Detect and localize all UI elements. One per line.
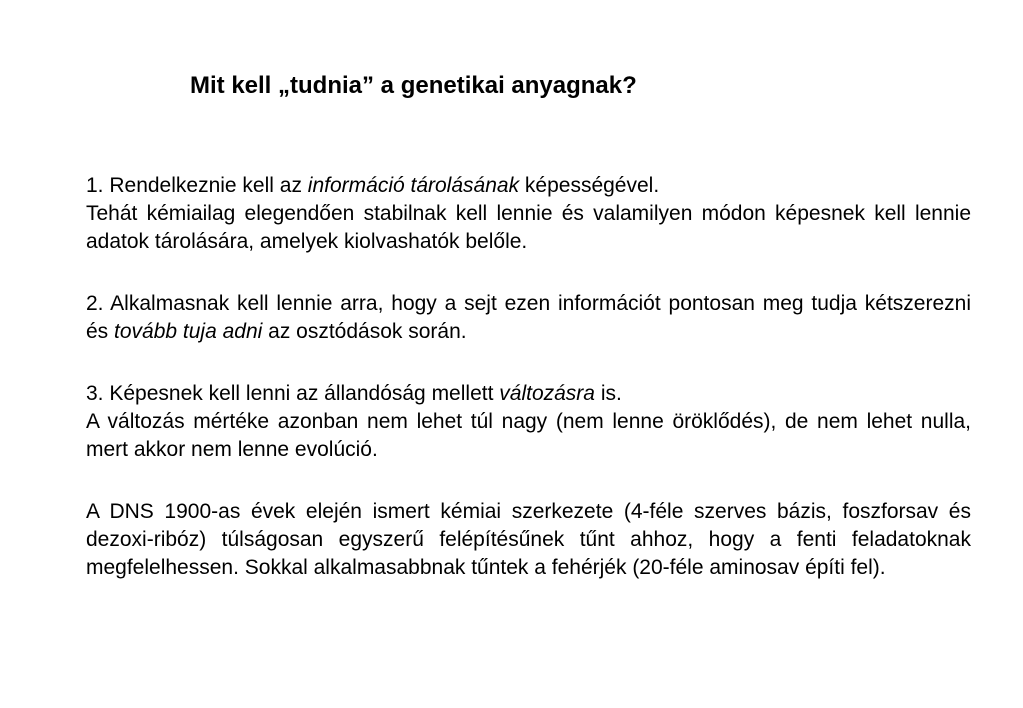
point-2-text-b: az osztódások során. [262, 320, 467, 343]
point-1-text-a: 1. Rendelkeznie kell az [86, 174, 308, 197]
spacer [86, 256, 971, 290]
point-3-text-a: 3. Képesnek kell lenni az állandóság mellett [86, 382, 500, 405]
point-2 [86, 290, 971, 346]
point-1-text-b: képességével. [519, 174, 660, 197]
slide-title: Mit kell „tudnia” a genetikai anyagnak? [190, 72, 637, 99]
point-1-heading [86, 172, 971, 200]
slide-body [86, 172, 971, 582]
point-2-emphasis: tovább tuja adni [114, 320, 263, 343]
point-3-heading [86, 380, 971, 408]
point-3-detail: A változás mértéke azonban nem lehet túl nagy (nem lenne öröklődés), de nem lehet nulla, mert akkor nem lenne evolúció. [86, 410, 971, 461]
point-3-emphasis: változásra [499, 382, 595, 405]
point-1-detail: Tehát kémiailag elegendően stabilnak kell lennie és valamilyen módon képesnek kell lennie adatok tárolására, amelyek kiolvashatók belőle. [86, 202, 971, 253]
spacer [86, 346, 971, 380]
point-2-text-a: 2. Alkalmasnak kell lennie arra, hogy a sejt ezen információt pontosan meg tudja kétszerezni és [86, 292, 971, 343]
point-1-emphasis: információ tárolásának [307, 174, 520, 197]
point-3-text-b: is. [594, 382, 622, 405]
spacer [86, 464, 971, 498]
point-4: A DNS 1900-as évek elején ismert kémiai szerkezete (4-féle szerves bázis, foszforsav és dezoxi-ribóz) túlságosan egyszerű felépítésűnek tűnt ahhoz, hogy a fenti feladatoknak megfelelhessen. Sokkal alkalmasabbnak tűntek a fehérjék (20-féle aminosav építi fel). [86, 500, 971, 579]
